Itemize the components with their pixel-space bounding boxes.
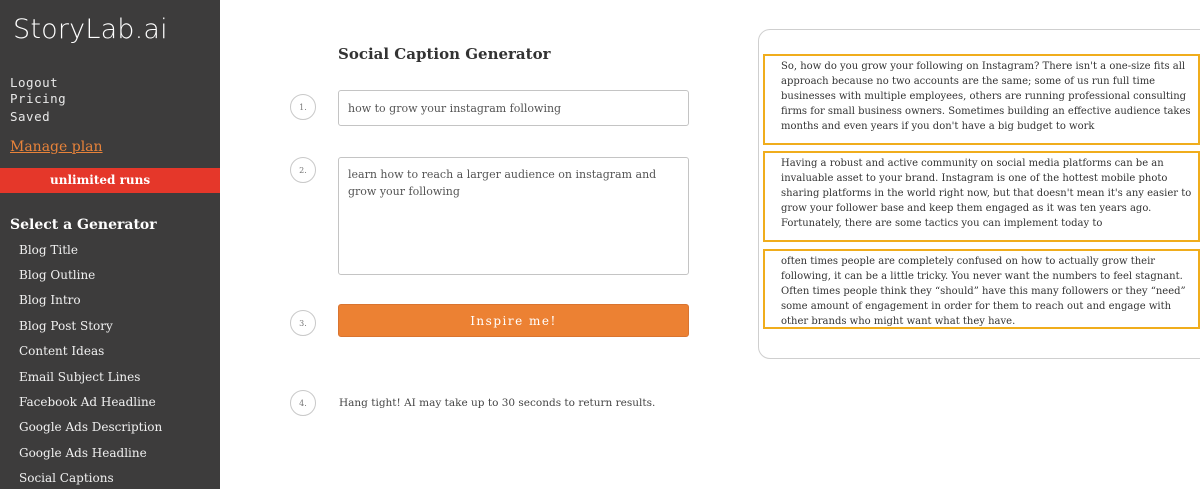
saved-link[interactable]: Saved — [10, 109, 51, 124]
step-3-marker: 3. — [290, 310, 316, 336]
generator-blog-intro[interactable]: Blog Intro — [19, 293, 81, 307]
generator-google-ads-description[interactable]: Google Ads Description — [19, 420, 163, 434]
step-4-marker: 4. — [290, 390, 316, 416]
generator-social-captions[interactable]: Social Captions — [19, 471, 114, 485]
runs-label: unlimited runs — [50, 173, 151, 187]
description-textarea[interactable] — [338, 157, 689, 275]
generator-blog-post-story[interactable]: Blog Post Story — [19, 319, 113, 333]
inspire-me-button[interactable]: Inspire me! — [338, 304, 689, 337]
app-logo[interactable]: StoryLab.ai — [13, 14, 168, 45]
step-2-marker: 2. — [290, 157, 316, 183]
manage-plan-link[interactable]: Manage plan — [10, 139, 103, 155]
result-card[interactable]: often times people are completely confused on how to actually grow their following, it can be a little tricky. You never want the numbers to feel stagnant. Often times people think they “should” have this many followers or they “need” some amount of engagement in order for them to reach out and engage with other brands who might want what they have. — [763, 249, 1200, 329]
page-title: Social Caption Generator — [338, 45, 551, 63]
sidebar — [0, 0, 220, 489]
generator-blog-outline[interactable]: Blog Outline — [19, 268, 96, 282]
result-card[interactable]: Having a robust and active community on social media platforms can be an invaluable asset to your brand. Instagram is one of the hottest mobile photo sharing platforms in the world right now, but that doesn't mean it's any easier to grow your follower base and keep them engaged as it was ten years ago. Fortunately, there are some tactics you can implement today to — [763, 151, 1200, 242]
generator-blog-title[interactable]: Blog Title — [19, 243, 78, 257]
result-card[interactable]: So, how do you grow your following on Instagram? There isn't a one-size fits all approach because no two accounts are the same; some of us run full time businesses with multiple employees, others are running professional consulting firms for small business owners. Sometimes building an effective audience takes months and even years if you don't have a big budget to work — [763, 54, 1200, 145]
step-1-marker: 1. — [290, 94, 316, 120]
runs-status-bar — [0, 168, 220, 193]
generator-google-ads-headline[interactable]: Google Ads Headline — [19, 446, 147, 460]
wait-message: Hang tight! AI may take up to 30 seconds to return results. — [339, 397, 656, 409]
logout-link[interactable]: Logout — [10, 75, 59, 90]
pricing-link[interactable]: Pricing — [10, 91, 67, 106]
generator-email-subject-lines[interactable]: Email Subject Lines — [19, 370, 141, 384]
generator-content-ideas[interactable]: Content Ideas — [19, 344, 105, 358]
generators-heading: Select a Generator — [10, 217, 157, 233]
generator-facebook-ad-headline[interactable]: Facebook Ad Headline — [19, 395, 156, 409]
topic-input[interactable] — [338, 90, 689, 126]
